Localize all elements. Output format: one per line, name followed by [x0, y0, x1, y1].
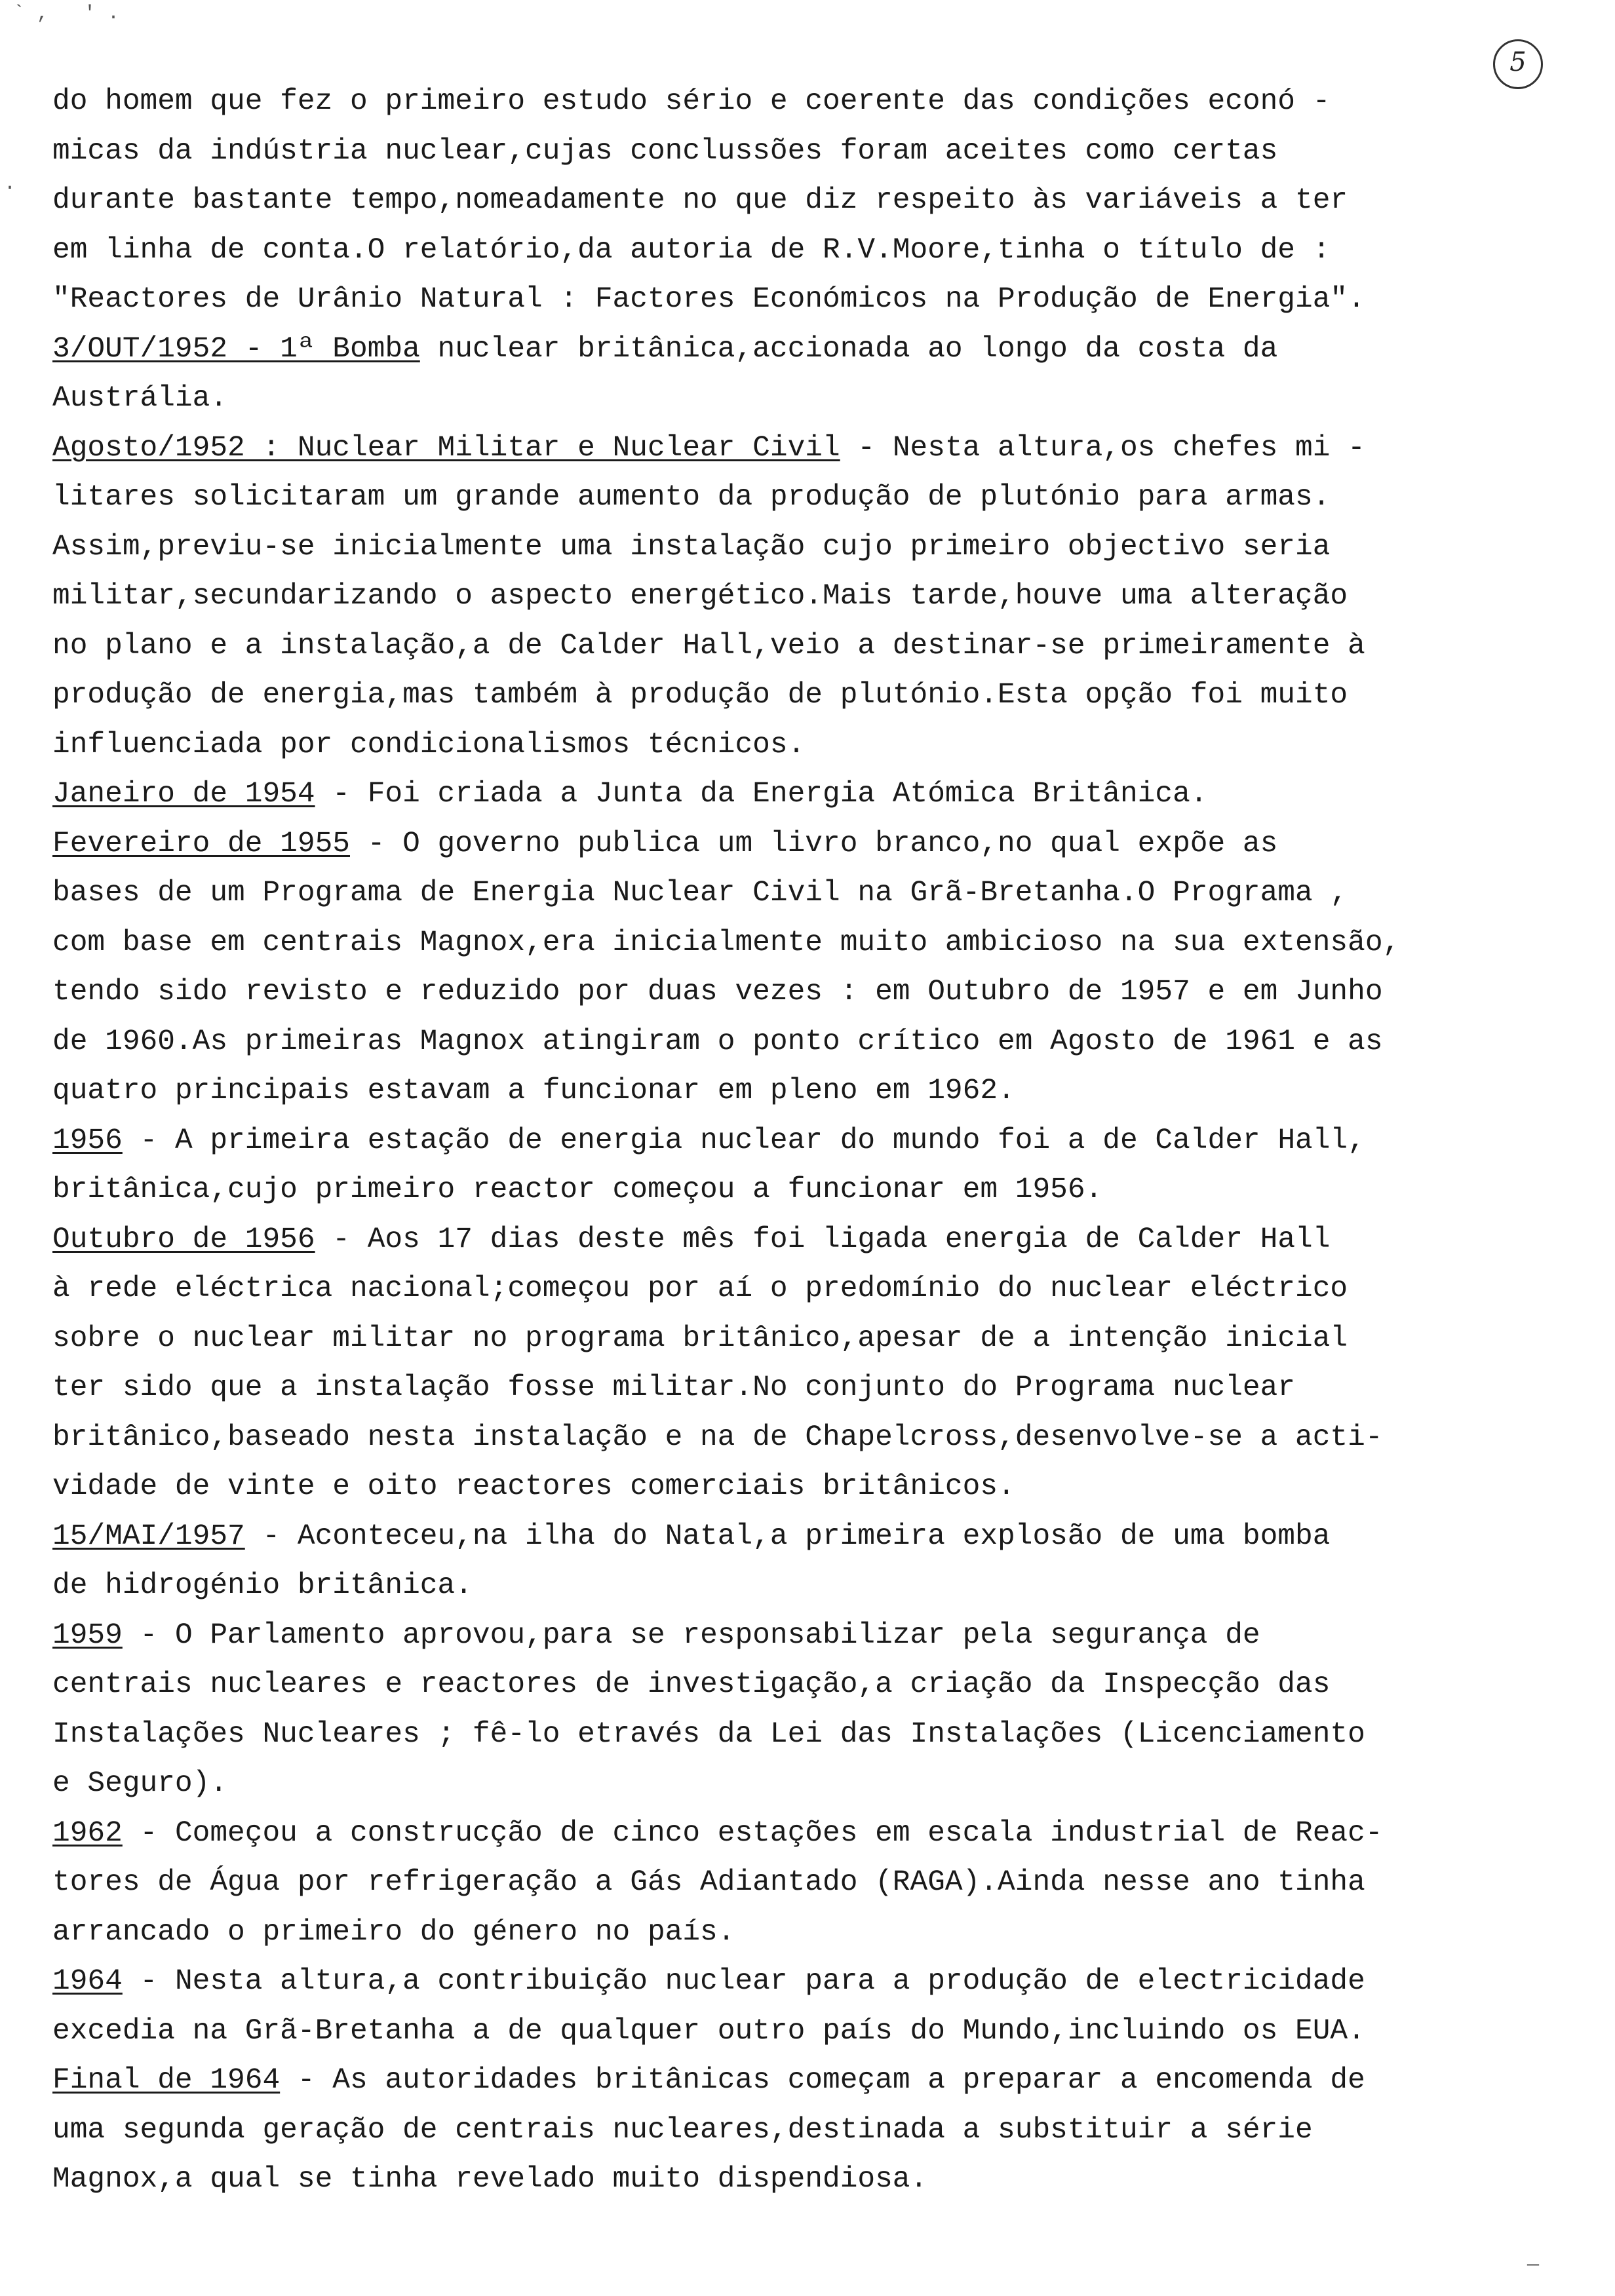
entry-heading: Janeiro de 1954 [52, 778, 315, 811]
text-line [52, 1660, 1580, 1710]
text-line [52, 820, 1580, 870]
line-text: - As autoridades britânicas começam a preparar a encomenda de [280, 2064, 1365, 2097]
text-line [52, 226, 1580, 276]
text-line [52, 1710, 1580, 1760]
text-line [52, 919, 1580, 968]
text-line [52, 325, 1580, 375]
entry-heading: 1956 [52, 1124, 123, 1157]
line-text: no plano e a instalação,a de Calder Hall,veio a destinar-se primeiramente à [52, 629, 1365, 662]
line-text: - Aconteceu,na ilha do Natal,a primeira explosão de uma bomba [244, 1520, 1331, 1553]
text-line [52, 176, 1580, 226]
entry-heading: Final de 1964 [52, 2064, 281, 2097]
line-text: litares solicitaram um grande aumento da produção de plutónio para armas. [52, 481, 1331, 514]
line-text: de 1960.As primeiras Magnox atingiram o ponto crítico em Agosto de 1961 e as [52, 1025, 1383, 1058]
entry-heading: 3/OUT/1952 - 1ª Bomba [52, 332, 420, 366]
entry-heading: 15/MAI/1957 [52, 1520, 245, 1553]
text-line [52, 721, 1580, 771]
line-text: micas da indústria nuclear,cujas conclussões foram aceites como certas [52, 134, 1278, 168]
line-text: à rede eléctrica nacional;começou por aí o predomínio do nuclear eléctrico [52, 1272, 1348, 1305]
line-text: arrancado o primeiro do género no país. [52, 1915, 735, 1949]
scan-mark: — [1527, 2254, 1540, 2276]
line-text: uma segunda geração de centrais nucleares,destinada a substituir a série [52, 2113, 1313, 2147]
line-text: - O Parlamento aprovou,para se responsabilizar pela segurança de [122, 1618, 1260, 1652]
line-text: quatro principais estavam a funcionar em pleno em 1962. [52, 1075, 1015, 1107]
text-line [52, 1463, 1580, 1512]
text-line [52, 127, 1580, 177]
line-text: sobre o nuclear militar no programa britânico,apesar de a intenção inicial [52, 1322, 1348, 1355]
text-line [52, 374, 1580, 424]
text-line [52, 275, 1580, 325]
line-text: e Seguro). [52, 1767, 228, 1800]
typewritten-text [52, 77, 1580, 2205]
line-text: Austrália. [52, 382, 228, 415]
line-text: tores de Água por refrigeração a Gás Adiantado (RAGA).Ainda nesse ano tinha [52, 1866, 1365, 1899]
text-line [52, 2155, 1580, 2205]
text-line [52, 671, 1580, 721]
page-number: 5 [1493, 39, 1543, 89]
line-text: militar,secundarizando o aspecto energético.Mais tarde,houve uma alteração [52, 580, 1348, 613]
line-text: - Aos 17 dias deste mês foi ligada energia de Calder Hall [315, 1223, 1331, 1256]
line-text: "Reactores de Urânio Natural : Factores Económicos na Produção de Energia". [52, 283, 1365, 316]
entry-heading: Fevereiro de 1955 [52, 827, 350, 860]
text-line [52, 1364, 1580, 1413]
scan-mark: · [4, 177, 16, 199]
entry-heading: 1959 [52, 1618, 123, 1652]
text-line [52, 1018, 1580, 1067]
text-line [52, 1117, 1580, 1166]
line-text: ter sido que a instalação fosse militar.No conjunto do Programa nuclear [52, 1371, 1296, 1404]
text-line [52, 1314, 1580, 1364]
line-text: influenciada por condicionalismos técnicos. [52, 728, 806, 761]
line-text: Instalações Nucleares ; fê-lo etravés da Lei das Instalações (Licenciamento [52, 1717, 1365, 1751]
text-line [52, 1215, 1580, 1265]
text-line [52, 1265, 1580, 1314]
text-line [52, 622, 1580, 672]
entry-heading: 1962 [52, 1816, 123, 1850]
line-text: durante bastante tempo,nomeadamente no que diz respeito às variáveis a ter [52, 184, 1348, 217]
line-text: tendo sido revisto e reduzido por duas vezes : em Outubro de 1957 e em Junho [52, 976, 1383, 1008]
line-text: - Foi criada a Junta da Energia Atómica Britânica. [315, 778, 1208, 811]
text-line [52, 77, 1580, 127]
text-line [52, 1908, 1580, 1958]
line-text: bases de um Programa de Energia Nuclear Civil na Grã-Bretanha.O Programa , [52, 877, 1348, 909]
line-text: britânico,baseado nesta instalação e na de Chapelcross,desenvolve-se a acti- [52, 1421, 1383, 1454]
text-line [52, 424, 1580, 474]
line-text: do homem que fez o primeiro estudo sério e coerente das condições econó - [52, 85, 1331, 118]
text-line [52, 869, 1580, 919]
text-line [52, 1413, 1580, 1463]
line-text: nuclear britânica,accionada ao longo da costa da [419, 332, 1278, 366]
text-line [52, 1561, 1580, 1611]
line-text: - Nesta altura,a contribuição nuclear para a produção de electricidade [122, 1965, 1365, 1998]
text-line [52, 1067, 1580, 1117]
text-line [52, 2056, 1580, 2106]
line-text: - Começou a construcção de cinco estações em escala industrial de Reac- [122, 1816, 1383, 1850]
text-line [52, 1611, 1580, 1661]
text-line [52, 523, 1580, 573]
line-text: britânica,cujo primeiro reactor começou a funcionar em 1956. [52, 1174, 1103, 1206]
text-line [52, 473, 1580, 523]
text-line [52, 572, 1580, 622]
entry-heading: 1964 [52, 1965, 123, 1998]
line-text: - O governo publica um livro branco,no qual expõe as [349, 827, 1278, 860]
line-text: Assim,previu-se inicialmente uma instalação cujo primeiro objectivo seria [52, 530, 1331, 564]
scan-mark: ` , ' . [13, 3, 120, 25]
text-line [52, 1759, 1580, 1809]
text-line [52, 2007, 1580, 2057]
entry-heading: Agosto/1952 : Nuclear Militar e Nuclear Civil [52, 431, 840, 465]
text-line [52, 968, 1580, 1018]
line-text: excedia na Grã-Bretanha a de qualquer outro país do Mundo,incluindo os EUA. [52, 2014, 1365, 2048]
line-text: vidade de vinte e oito reactores comerciais britânicos. [52, 1470, 1015, 1503]
text-line [52, 1858, 1580, 1908]
text-line [52, 1809, 1580, 1859]
text-line [52, 1512, 1580, 1562]
text-line [52, 1957, 1580, 2007]
line-text: centrais nucleares e reactores de investigação,a criação da Inspecção das [52, 1668, 1331, 1701]
text-line [52, 1166, 1580, 1215]
line-text: Magnox,a qual se tinha revelado muito dispendiosa. [52, 2163, 928, 2196]
line-text: de hidrogénio britânica. [52, 1569, 473, 1602]
text-line [52, 2106, 1580, 2156]
line-text: - A primeira estação de energia nuclear do mundo foi a de Calder Hall, [122, 1124, 1365, 1157]
line-text: produção de energia,mas também à produção de plutónio.Esta opção foi muito [52, 679, 1348, 712]
entry-heading: Outubro de 1956 [52, 1223, 315, 1256]
text-line [52, 770, 1580, 820]
line-text: em linha de conta.O relatório,da autoria de R.V.Moore,tinha o título de : [52, 233, 1331, 267]
line-text: com base em centrais Magnox,era inicialmente muito ambicioso na sua extensão, [52, 926, 1401, 959]
line-text: - Nesta altura,os chefes mi - [840, 431, 1365, 465]
